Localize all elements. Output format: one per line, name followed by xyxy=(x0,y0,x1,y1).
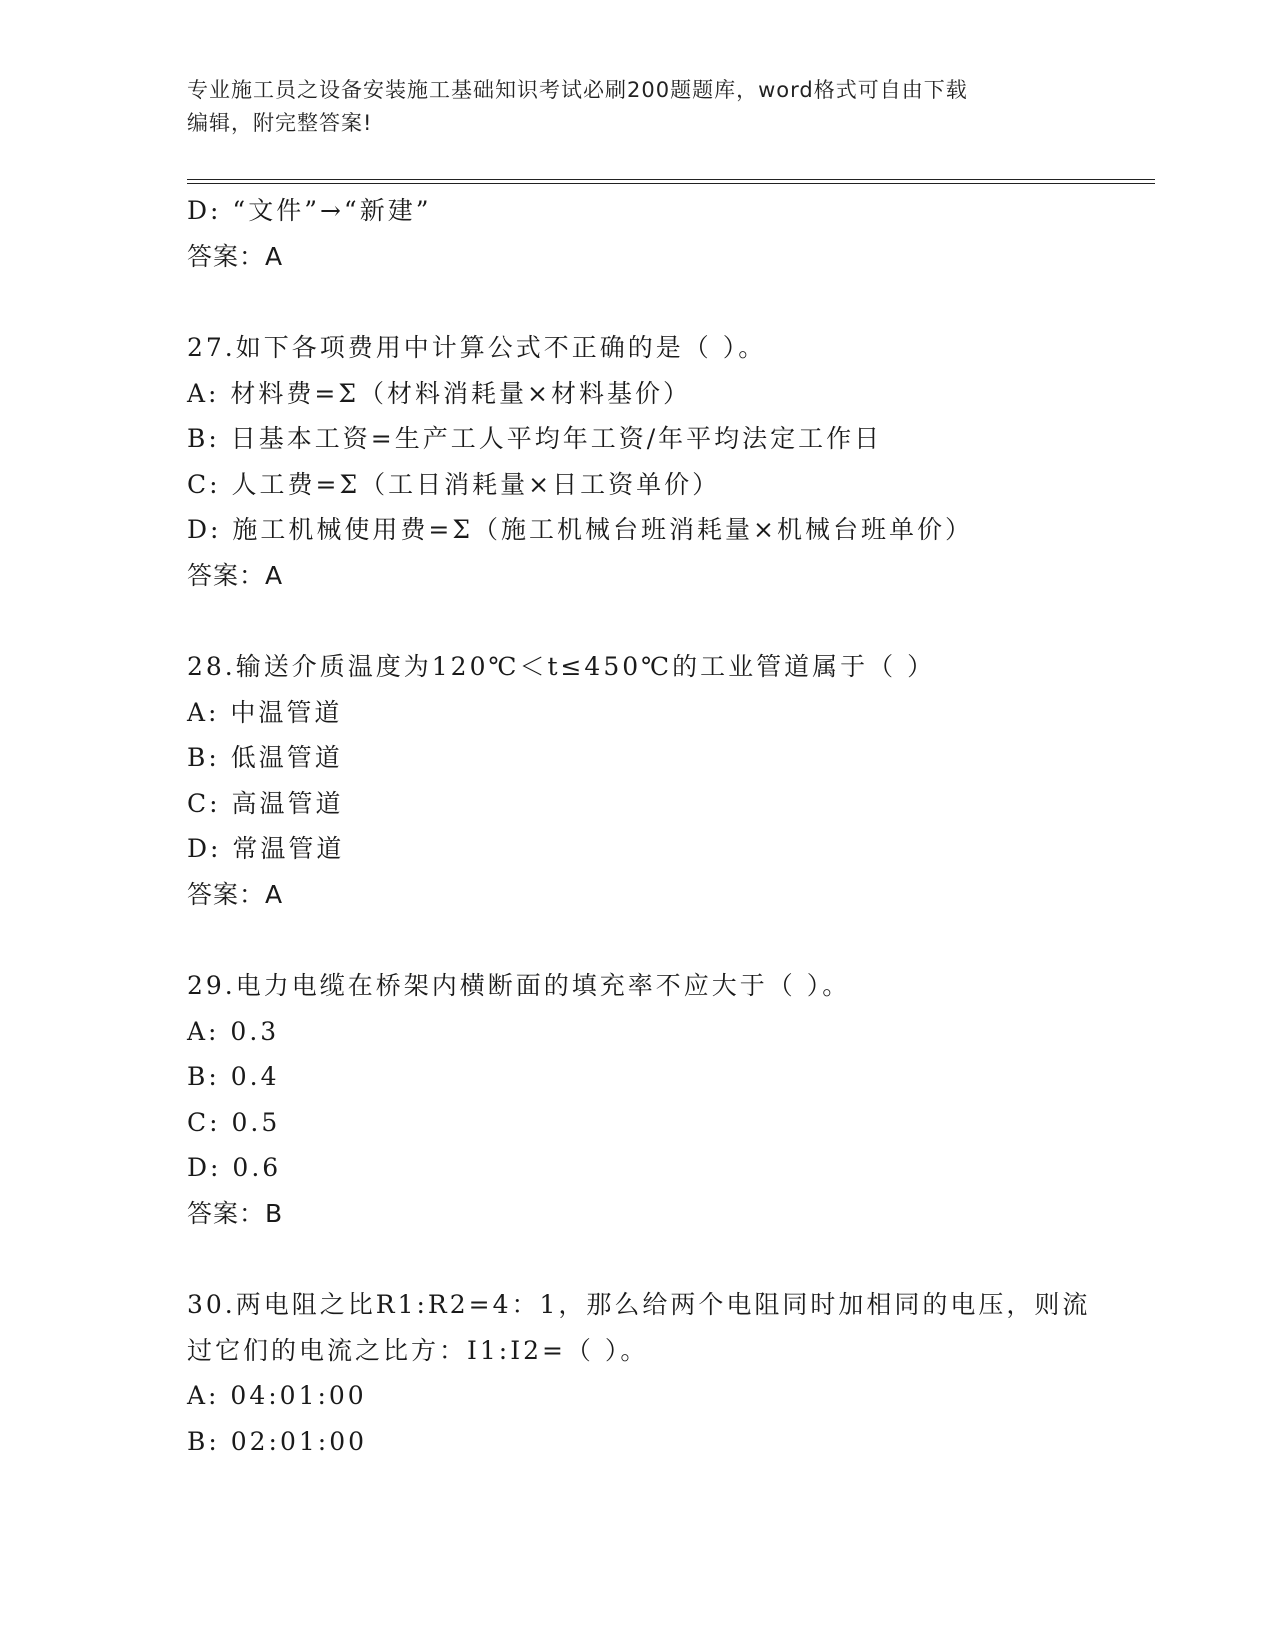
option-d: D: “文件”→“新建” xyxy=(187,196,432,225)
option-b: B: 0.4 xyxy=(187,1062,280,1091)
question-stem: 28.输送介质温度为120℃＜t≤450℃的工业管道属于（ ） xyxy=(187,652,936,681)
question-30 xyxy=(187,1282,1127,1464)
answer-line: 答案：A xyxy=(187,560,284,590)
option-b: B: 日基本工资=生产工人平均年工资/年平均法定工作日 xyxy=(187,424,883,453)
option-a: A: 中温管道 xyxy=(187,697,343,727)
answer-line: 答案：B xyxy=(187,1198,284,1228)
option-d: D: 常温管道 xyxy=(187,834,345,863)
question-stem: 30.两电阻之比R1:R2=4：1，那么给两个电阻同时加相同的电压，则流 xyxy=(187,1290,1091,1319)
option-b: B: 低温管道 xyxy=(187,743,343,772)
option-c: C: 高温管道 xyxy=(187,788,344,818)
question-list xyxy=(187,188,1127,1464)
header-title-line-2: 编辑，附完整答案! xyxy=(187,111,373,135)
option-c: C: 人工费=Σ（工日消耗量×日工资单价） xyxy=(187,469,721,499)
option-d: D: 施工机械使用费=Σ（施工机械台班消耗量×机械台班单价） xyxy=(187,515,973,544)
header-rule-top xyxy=(187,179,1155,180)
document-header xyxy=(187,74,1067,140)
question-stem: 29.电力电缆在桥架内横断面的填充率不应大于（ ）。 xyxy=(187,971,851,1000)
question-28 xyxy=(187,644,1127,917)
option-b: B: 02:01:00 xyxy=(187,1426,368,1456)
question-stem-continued: 过它们的电流之比方：I1:I2=（ ）。 xyxy=(187,1335,649,1365)
header-rule-bottom xyxy=(187,183,1155,184)
question-27 xyxy=(187,325,1127,598)
option-d: D: 0.6 xyxy=(187,1153,282,1182)
answer-line: 答案：A xyxy=(187,241,284,271)
question-29 xyxy=(187,963,1127,1236)
option-c: C: 0.5 xyxy=(187,1107,281,1137)
answer-line: 答案：A xyxy=(187,879,284,909)
header-title-line-1: 专业施工员之设备安装施工基础知识考试必刷200题题库，word格式可自由下载 xyxy=(187,78,968,102)
option-a: A: 0.3 xyxy=(187,1016,280,1046)
question-stem: 27.如下各项费用中计算公式不正确的是（ ）。 xyxy=(187,333,767,362)
option-a: A: 材料费=Σ（材料消耗量×材料基价） xyxy=(187,378,691,408)
option-a: A: 04:01:00 xyxy=(187,1381,367,1410)
